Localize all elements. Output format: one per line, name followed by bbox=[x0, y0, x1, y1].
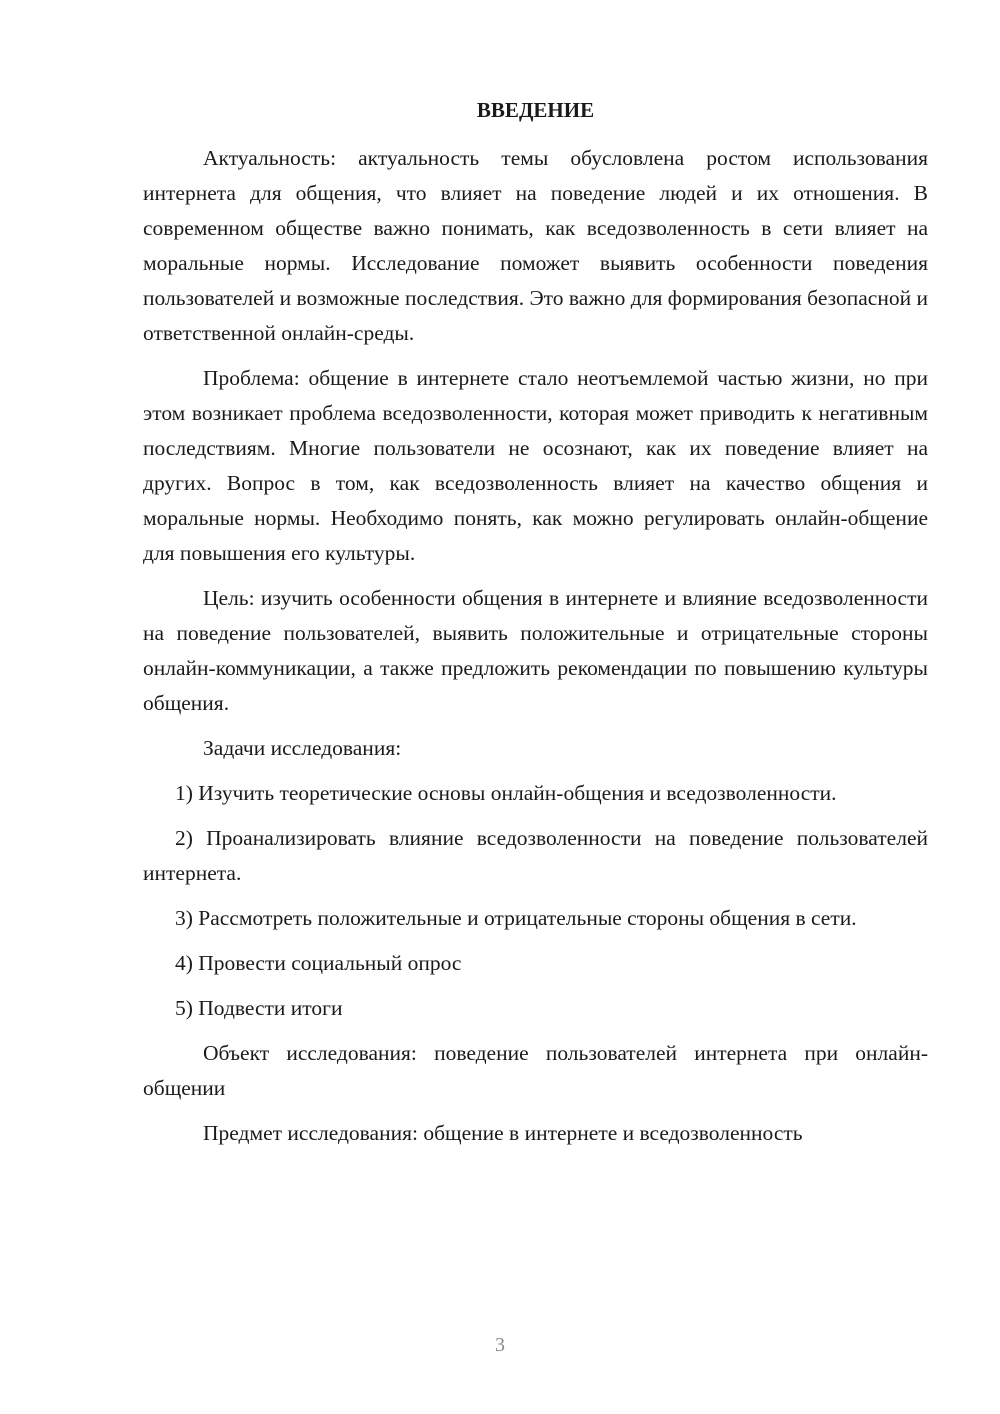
task-item: 4) Провести социальный опрос bbox=[175, 951, 462, 975]
task-item: 3) Рассмотреть положительные и отрицательные стороны общения в сети. bbox=[175, 906, 857, 930]
task-item: 1) Изучить теоретические основы онлайн-общения и вседозволенности. bbox=[175, 781, 837, 805]
page-number: 3 bbox=[495, 1334, 505, 1356]
paragraph-problem: Проблема: общение в интернете стало неотъемлемой частью жизни, но при этом возникает проблема вседозволенности, которая может приводить к негативным последствиям. Многие пользователи не осознают, как их поведение влияет на других. Вопрос в том, как вседозволенность влияет на качество общения и моральные нормы. Необходимо понять, как можно регулировать онлайн-общение для повышения его культуры. bbox=[143, 366, 928, 565]
page-content bbox=[143, 94, 928, 1161]
paragraph-relevance: Актуальность: актуальность темы обусловлена ростом использования интернета для общения, что влияет на поведение людей и их отношения. В современном обществе важно понимать, как вседозволенность в сети влияет на моральные нормы. Исследование поможет выявить особенности поведения пользователей и возможные последствия. Это важно для формирования безопасной и ответственной онлайн-среды. bbox=[143, 146, 928, 345]
tasks-heading: Задачи исследования: bbox=[203, 736, 402, 760]
task-item: 2) Проанализировать влияние вседозволенности на поведение пользователей интернета. bbox=[143, 826, 928, 885]
research-subject: Предмет исследования: общение в интернете и вседозволенность bbox=[203, 1121, 803, 1145]
task-item: 5) Подвести итоги bbox=[175, 996, 343, 1020]
page-title: ВВЕДЕНИЕ bbox=[476, 98, 595, 122]
research-object: Объект исследования: поведение пользователей интернета при онлайн-общении bbox=[143, 1041, 928, 1100]
paragraph-goal: Цель: изучить особенности общения в интернете и влияние вседозволенности на поведение пользователей, выявить положительные и отрицательные стороны онлайн-коммуникации, а также предложить рекомендации по повышению культуры общения. bbox=[143, 586, 928, 715]
